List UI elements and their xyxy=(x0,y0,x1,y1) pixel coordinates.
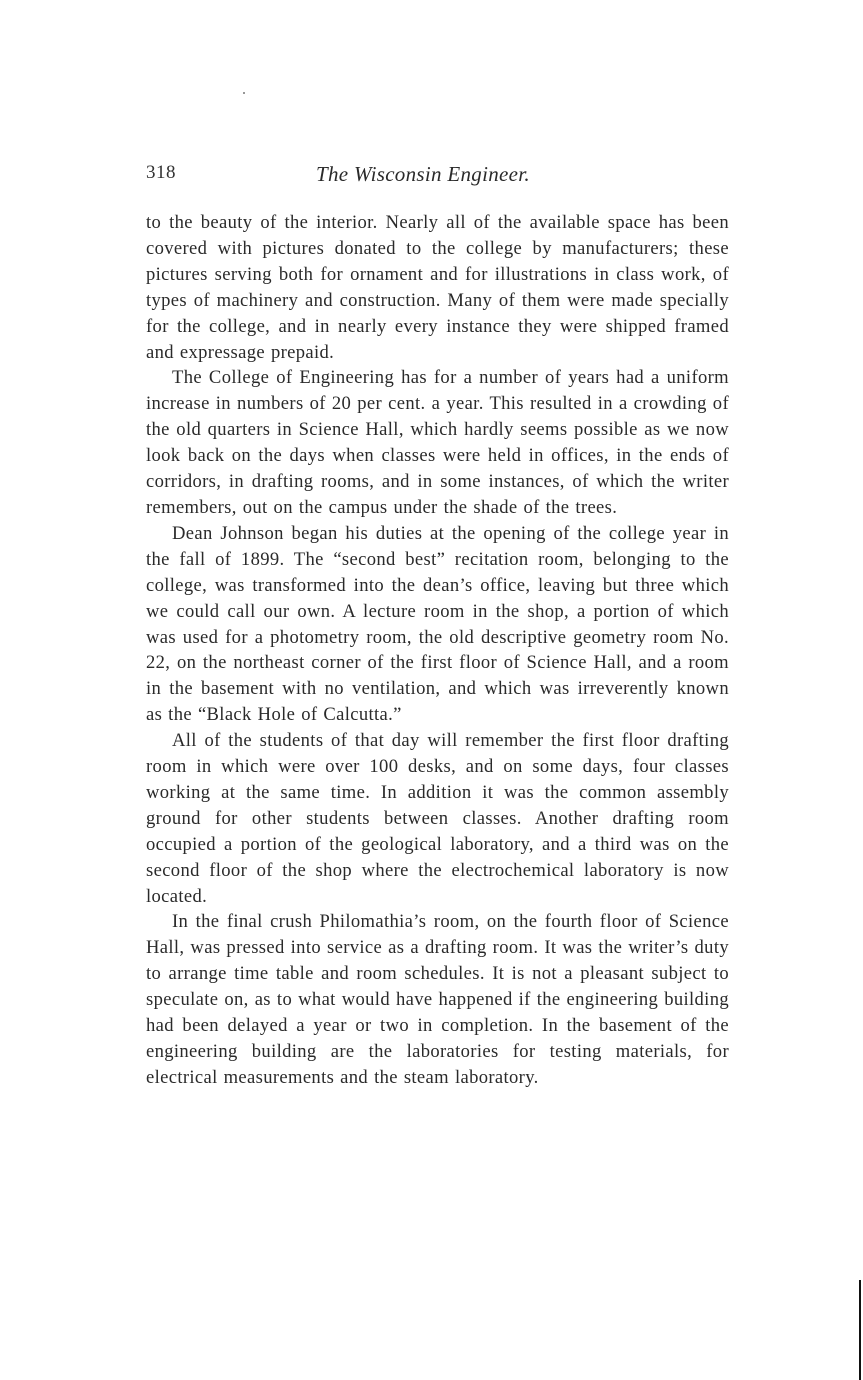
page-number: 318 xyxy=(146,162,176,183)
paragraph-continued: to the beauty of the interior. Nearly all of the available space has been covered with pictures donated to the college by manufacturers; these pictures serving both for ornament and for illustrations in class work, of types of machinery and construction. Many of them were made specially for the college, and in nearly every instance they were shipped framed and expressage prepaid. xyxy=(146,212,729,363)
paragraph: In the final crush Philomathia’s room, on the fourth floor of Science Hall, was pressed into service as a drafting room. It was the writer’s duty to arrange time table and room schedules. It is not a pleasant subject to speculate on, as to what would have happened if the engineering building had been delayed a year or two in completion. In the basement of the engineering building are the laboratories for testing materials, for electrical measurements and the steam laboratory. xyxy=(146,911,729,1088)
page-header xyxy=(146,160,729,190)
running-title: The Wisconsin Engineer. xyxy=(316,162,530,186)
scan-margin-line xyxy=(859,1280,861,1380)
paragraph: Dean Johnson began his duties at the opening of the college year in the fall of 1899. The “second best” recitation room, belonging to the college, was transformed into the dean’s office, leaving but three which we could call our own. A lecture room in the shop, a portion of which was used for a photometry room, the old descriptive geometry room No. 22, on the northeast corner of the first floor of Science Hall, and a room in the basement with no ventilation, and which was irreverently known as the “Black Hole of Calcutta.” xyxy=(146,522,729,726)
body-text xyxy=(146,210,729,1091)
scan-speck xyxy=(243,92,245,94)
paragraph: The College of Engineering has for a number of years had a uniform increase in numbers of 20 per cent. a year. This resulted in a crowding of the old quarters in Science Hall, which hardly seems possible as we now look back on the days when classes were held in offices, in the ends of corridors, in drafting rooms, and in some instances, of which the writer remembers, out on the campus under the shade of the trees. xyxy=(146,367,729,518)
paragraph: All of the students of that day will remember the first floor drafting room in which were over 100 desks, and on some days, four classes working at the same time. In addition it was the common assembly ground for other students between classes. Another drafting room occupied a portion of the geological laboratory, and a third was on the second floor of the shop where the electrochemical laboratory is now located. xyxy=(146,730,729,907)
